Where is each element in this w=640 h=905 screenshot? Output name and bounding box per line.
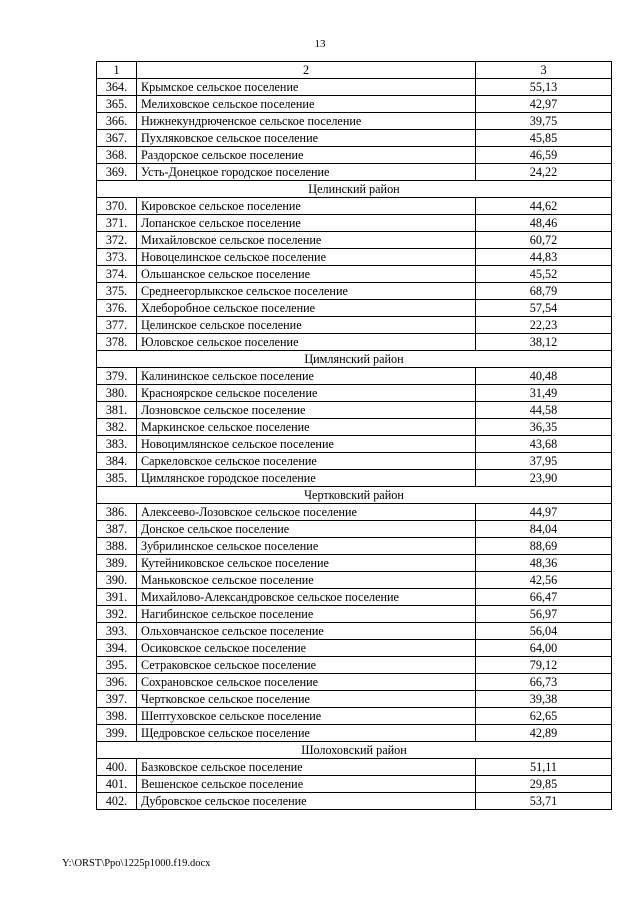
row-value: 56,97 bbox=[476, 606, 612, 623]
row-number: 373. bbox=[97, 249, 137, 266]
row-number: 378. bbox=[97, 334, 137, 351]
settlement-name: Маньковское сельское поселение bbox=[137, 572, 476, 589]
table-row bbox=[97, 385, 612, 402]
settlement-name: Мелиховское сельское поселение bbox=[137, 96, 476, 113]
district-name: Цимлянский район bbox=[97, 351, 612, 368]
table-row bbox=[97, 419, 612, 436]
table-row bbox=[97, 504, 612, 521]
row-value: 68,79 bbox=[476, 283, 612, 300]
row-number: 374. bbox=[97, 266, 137, 283]
settlement-name: Нагибинское сельское поселение bbox=[137, 606, 476, 623]
settlement-name: Сетраковское сельское поселение bbox=[137, 657, 476, 674]
row-value: 60,72 bbox=[476, 232, 612, 249]
settlement-name: Михайлово-Александровское сельское поселение bbox=[137, 589, 476, 606]
settlement-name: Целинское сельское поселение bbox=[137, 317, 476, 334]
row-number: 394. bbox=[97, 640, 137, 657]
row-value: 57,54 bbox=[476, 300, 612, 317]
header-col-3: 3 bbox=[476, 62, 612, 79]
row-number: 375. bbox=[97, 283, 137, 300]
row-value: 23,90 bbox=[476, 470, 612, 487]
table-row bbox=[97, 623, 612, 640]
row-value: 56,04 bbox=[476, 623, 612, 640]
table-row bbox=[97, 606, 612, 623]
row-value: 44,62 bbox=[476, 198, 612, 215]
row-value: 62,65 bbox=[476, 708, 612, 725]
table-row bbox=[97, 725, 612, 742]
settlement-name: Калининское сельское поселение bbox=[137, 368, 476, 385]
table-row bbox=[97, 164, 612, 181]
table-row bbox=[97, 572, 612, 589]
settlement-name: Среднеегорлыкское сельское поселение bbox=[137, 283, 476, 300]
row-number: 384. bbox=[97, 453, 137, 470]
table-row bbox=[97, 589, 612, 606]
settlement-name: Сохрановское сельское поселение bbox=[137, 674, 476, 691]
settlement-name: Крымское сельское поселение bbox=[137, 79, 476, 96]
table-row bbox=[97, 453, 612, 470]
row-number: 386. bbox=[97, 504, 137, 521]
row-value: 43,68 bbox=[476, 436, 612, 453]
row-number: 382. bbox=[97, 419, 137, 436]
row-number: 372. bbox=[97, 232, 137, 249]
header-col-2: 2 bbox=[137, 62, 476, 79]
row-value: 42,97 bbox=[476, 96, 612, 113]
settlement-name: Цимлянское городское поселение bbox=[137, 470, 476, 487]
row-number: 383. bbox=[97, 436, 137, 453]
row-value: 64,00 bbox=[476, 640, 612, 657]
table-row bbox=[97, 708, 612, 725]
row-value: 66,73 bbox=[476, 674, 612, 691]
settlement-name: Хлеборобное сельское поселение bbox=[137, 300, 476, 317]
table-row bbox=[97, 96, 612, 113]
row-value: 24,22 bbox=[476, 164, 612, 181]
district-row bbox=[97, 742, 612, 759]
table-row bbox=[97, 368, 612, 385]
settlement-name: Саркеловское сельское поселение bbox=[137, 453, 476, 470]
district-name: Целинский район bbox=[97, 181, 612, 198]
row-value: 31,49 bbox=[476, 385, 612, 402]
settlement-name: Алексеево-Лозовское сельское поселение bbox=[137, 504, 476, 521]
district-name: Шолоховский район bbox=[97, 742, 612, 759]
row-value: 48,46 bbox=[476, 215, 612, 232]
settlement-name: Ольшанское сельское поселение bbox=[137, 266, 476, 283]
row-number: 402. bbox=[97, 793, 137, 810]
row-number: 389. bbox=[97, 555, 137, 572]
table-row bbox=[97, 402, 612, 419]
row-value: 66,47 bbox=[476, 589, 612, 606]
table-row bbox=[97, 79, 612, 96]
row-number: 399. bbox=[97, 725, 137, 742]
table-row bbox=[97, 300, 612, 317]
settlement-name: Усть-Донецкое городское поселение bbox=[137, 164, 476, 181]
row-number: 398. bbox=[97, 708, 137, 725]
row-number: 380. bbox=[97, 385, 137, 402]
row-value: 29,85 bbox=[476, 776, 612, 793]
table-header-row bbox=[97, 62, 612, 79]
table-row bbox=[97, 232, 612, 249]
table-row bbox=[97, 776, 612, 793]
table-row bbox=[97, 266, 612, 283]
row-number: 367. bbox=[97, 130, 137, 147]
row-number: 400. bbox=[97, 759, 137, 776]
district-row bbox=[97, 351, 612, 368]
settlement-name: Базковское сельское поселение bbox=[137, 759, 476, 776]
row-number: 377. bbox=[97, 317, 137, 334]
settlement-name: Юловское сельское поселение bbox=[137, 334, 476, 351]
settlement-name: Новоцелинское сельское поселение bbox=[137, 249, 476, 266]
settlement-name: Кутейниковское сельское поселение bbox=[137, 555, 476, 572]
row-value: 38,12 bbox=[476, 334, 612, 351]
row-number: 381. bbox=[97, 402, 137, 419]
table-row bbox=[97, 147, 612, 164]
table-row bbox=[97, 215, 612, 232]
table-row bbox=[97, 759, 612, 776]
settlement-name: Кировское сельское поселение bbox=[137, 198, 476, 215]
row-number: 391. bbox=[97, 589, 137, 606]
row-value: 39,38 bbox=[476, 691, 612, 708]
table-row bbox=[97, 640, 612, 657]
row-value: 84,04 bbox=[476, 521, 612, 538]
settlement-name: Михайловское сельское поселение bbox=[137, 232, 476, 249]
table-row bbox=[97, 521, 612, 538]
table-row bbox=[97, 334, 612, 351]
settlement-name: Шептуховское сельское поселение bbox=[137, 708, 476, 725]
row-value: 88,69 bbox=[476, 538, 612, 555]
row-value: 40,48 bbox=[476, 368, 612, 385]
settlement-name: Ольховчанское сельское поселение bbox=[137, 623, 476, 640]
row-value: 79,12 bbox=[476, 657, 612, 674]
table-row bbox=[97, 198, 612, 215]
table-row bbox=[97, 538, 612, 555]
row-value: 42,89 bbox=[476, 725, 612, 742]
settlement-name: Маркинское сельское поселение bbox=[137, 419, 476, 436]
row-number: 397. bbox=[97, 691, 137, 708]
row-number: 392. bbox=[97, 606, 137, 623]
settlement-name: Лозновское сельское поселение bbox=[137, 402, 476, 419]
table-row bbox=[97, 555, 612, 572]
row-value: 45,85 bbox=[476, 130, 612, 147]
header-col-1: 1 bbox=[97, 62, 137, 79]
table-row bbox=[97, 283, 612, 300]
row-value: 53,71 bbox=[476, 793, 612, 810]
row-number: 401. bbox=[97, 776, 137, 793]
district-row bbox=[97, 487, 612, 504]
row-number: 379. bbox=[97, 368, 137, 385]
settlement-name: Новоцимлянское сельское поселение bbox=[137, 436, 476, 453]
settlement-name: Осиковское сельское поселение bbox=[137, 640, 476, 657]
row-number: 388. bbox=[97, 538, 137, 555]
district-row bbox=[97, 181, 612, 198]
row-value: 48,36 bbox=[476, 555, 612, 572]
table-row bbox=[97, 793, 612, 810]
row-value: 39,75 bbox=[476, 113, 612, 130]
row-value: 45,52 bbox=[476, 266, 612, 283]
settlements-table bbox=[96, 61, 612, 810]
settlement-name: Пухляковское сельское поселение bbox=[137, 130, 476, 147]
row-value: 55,13 bbox=[476, 79, 612, 96]
row-value: 44,58 bbox=[476, 402, 612, 419]
row-number: 371. bbox=[97, 215, 137, 232]
settlement-name: Нижнекундрюченское сельское поселение bbox=[137, 113, 476, 130]
table-row bbox=[97, 674, 612, 691]
settlement-name: Зубрилинское сельское поселение bbox=[137, 538, 476, 555]
row-number: 395. bbox=[97, 657, 137, 674]
row-number: 390. bbox=[97, 572, 137, 589]
table-row bbox=[97, 436, 612, 453]
row-number: 396. bbox=[97, 674, 137, 691]
row-number: 376. bbox=[97, 300, 137, 317]
row-number: 366. bbox=[97, 113, 137, 130]
page-number: 13 bbox=[314, 38, 326, 50]
row-number: 369. bbox=[97, 164, 137, 181]
settlement-name: Вешенское сельское поселение bbox=[137, 776, 476, 793]
settlement-name: Щедровское сельское поселение bbox=[137, 725, 476, 742]
settlement-name: Лопанское сельское поселение bbox=[137, 215, 476, 232]
row-number: 364. bbox=[97, 79, 137, 96]
settlement-name: Дубровское сельское поселение bbox=[137, 793, 476, 810]
row-number: 368. bbox=[97, 147, 137, 164]
row-value: 36,35 bbox=[476, 419, 612, 436]
row-value: 44,97 bbox=[476, 504, 612, 521]
file-path-footer: Y:\ORST\Ppo\1225p1000.f19.docx bbox=[62, 858, 211, 869]
district-name: Чертковский район bbox=[97, 487, 612, 504]
row-value: 44,83 bbox=[476, 249, 612, 266]
row-value: 51,11 bbox=[476, 759, 612, 776]
table-row bbox=[97, 317, 612, 334]
table-row bbox=[97, 113, 612, 130]
row-value: 22,23 bbox=[476, 317, 612, 334]
row-number: 387. bbox=[97, 521, 137, 538]
table-row bbox=[97, 657, 612, 674]
table-row bbox=[97, 470, 612, 487]
settlement-name: Раздорское сельское поселение bbox=[137, 147, 476, 164]
settlement-name: Красноярское сельское поселение bbox=[137, 385, 476, 402]
row-number: 385. bbox=[97, 470, 137, 487]
table-row bbox=[97, 130, 612, 147]
row-value: 46,59 bbox=[476, 147, 612, 164]
row-number: 393. bbox=[97, 623, 137, 640]
settlement-name: Донское сельское поселение bbox=[137, 521, 476, 538]
settlement-name: Чертковское сельское поселение bbox=[137, 691, 476, 708]
row-value: 37,95 bbox=[476, 453, 612, 470]
table-row bbox=[97, 691, 612, 708]
row-number: 365. bbox=[97, 96, 137, 113]
table-row bbox=[97, 249, 612, 266]
row-value: 42,56 bbox=[476, 572, 612, 589]
row-number: 370. bbox=[97, 198, 137, 215]
